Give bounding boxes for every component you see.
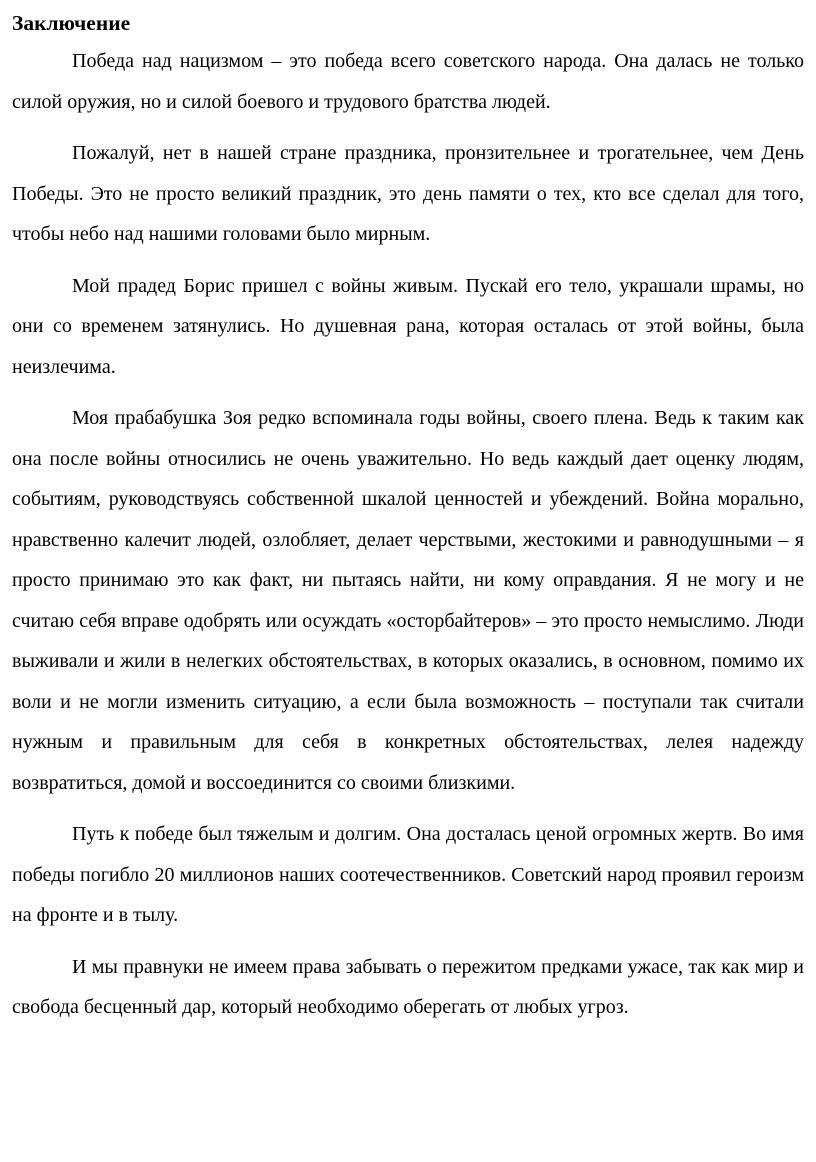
- paragraph-victory-day: Пожалуй, нет в нашей стране праздника, пронзительнее и трогательнее, чем День Победы. Это не просто великий праздник, это день памяти о тех, кто все сделал для того, чтобы небо над нашими головами было мирным.: [12, 142, 804, 245]
- section-heading: Заключение: [12, 11, 131, 35]
- paragraph-remembrance: И мы правнуки не имеем права забывать о пережитом предками ужасе, так как мир и свобода бесценный дар, который необходимо оберегать от любых угроз.: [12, 955, 804, 1018]
- document-page: [12, 8, 804, 1028]
- paragraph-great-grandfather: Мой прадед Борис пришел с войны живым. Пускай его тело, украшали шрамы, но они со временем затянулись. Но душевная рана, которая осталась от этой войны, была неизлечима.: [12, 274, 804, 378]
- paragraph-path-to-victory: Путь к победе был тяжелым и долгим. Она досталась ценой огромных жертв. Во имя победы погибло 20 миллионов наших соотечественников. Советский народ проявил героизм на фронте и в тылу.: [12, 823, 804, 926]
- paragraph-great-grandmother: Моя прабабушка Зоя редко вспоминала годы войны, своего плена. Ведь к таким как она после войны относились не очень уважительно. Но ведь каждый дает оценку людям, событиям, руководствуясь собственной шкалой ценностей и убеждений. Война морально, нравственно калечит людей, озлобляет, делает черствыми, жестокими и равнодушными – я просто принимаю это как факт, ни пытаясь найти, ни кому оправдания. Я не могу и не считаю себя вправе одобрять или осуждать «осторбайтеров» – это просто немыслимо. Люди выживали и жили в нелегких обстоятельствах, в которых оказались, в основном, помимо их воли и не могли изменить ситуацию, а если была возможность – поступали так считали нужным и правильным для себя в конкретных обстоятельствах, лелея надежду возвратиться, домой и воссоединится со своими близкими.: [12, 407, 804, 794]
- paragraph-victory: Победа над нацизмом – это победа всего советского народа. Она далась не только силой оружия, но и силой боевого и трудового братства людей.: [12, 50, 804, 113]
